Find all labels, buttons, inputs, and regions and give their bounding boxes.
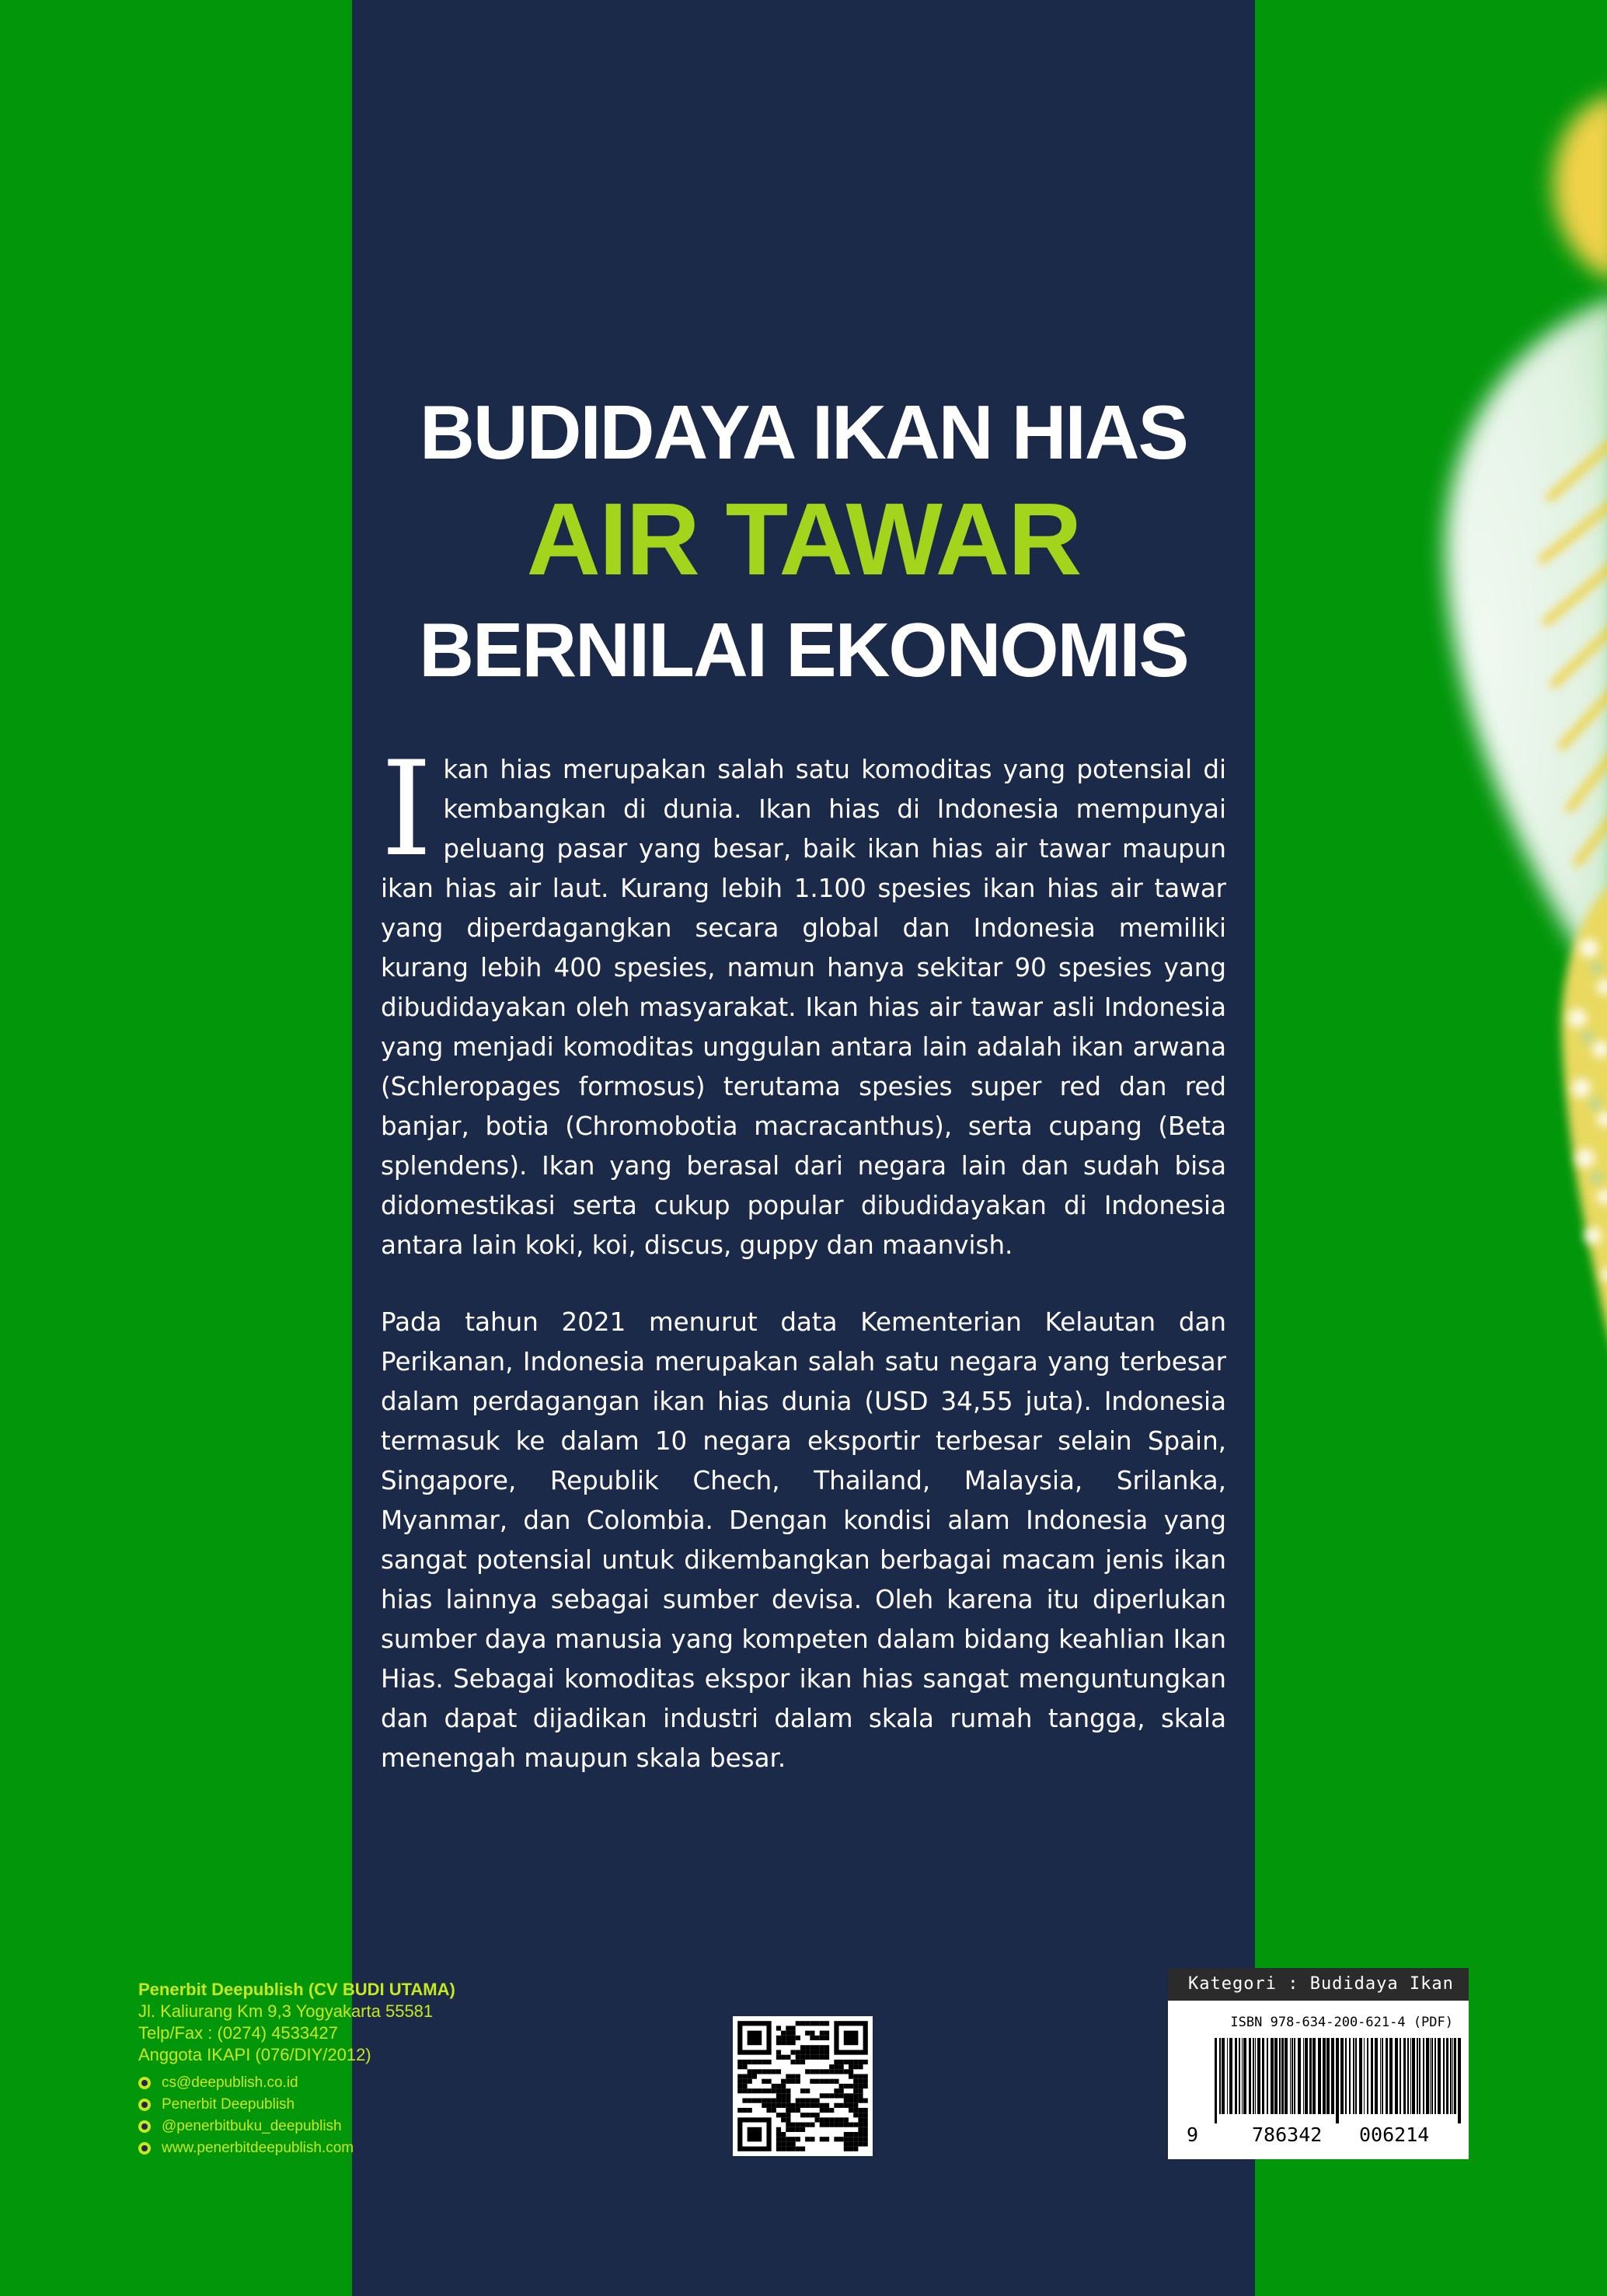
- fish-fin-illustration: [1255, 0, 1607, 2296]
- publisher-name: Penerbit Deepublish (CV BUDI UTAMA): [138, 1980, 455, 1999]
- category-label: Kategori : Budidaya Ikan: [1168, 1968, 1469, 2001]
- publisher-info: [138, 1978, 455, 2159]
- qr-code-image: [733, 2016, 873, 2156]
- blurb-paragraph-1-text: kan hias merupakan salah satu komoditas yang potensial di kembangkan di dunia. Ikan hias di Indonesia mempunyai peluang pasar yang besar, baik ikan hias air tawar maupun ikan hias air laut. Kurang lebih 1.100 spesies ikan hias air tawar yang diperdagangkan secara global dan Indonesia memiliki kurang lebih 400 spesies, namun hanya sekitar 90 spesies yang dibudidayakan oleh masyarakat. Ikan hias air tawar asli Indonesia yang menjadi komoditas unggulan antara lain adalah ikan arwana (Schleropages formosus) terutama spesies super red dan red banjar, botia (Chromobotia macracanthus), serta cupang (Beta splendens). Ikan yang berasal dari negara lain dan sudah bisa didomestikasi serta cukup popular dibudidayakan di Indonesia antara lain koki, koi, discus, guppy dan maanvish.: [381, 755, 1226, 1260]
- barcode-bars: [1215, 2038, 1463, 2123]
- facebook-icon: [138, 2099, 151, 2111]
- contact-website: [138, 2137, 455, 2159]
- publisher-address: Jl. Kaliurang Km 9,3 Yogyakarta 55581: [138, 2001, 434, 2021]
- contact-instagram-text: @penerbitbuku_deepublish: [162, 2118, 342, 2134]
- blurb-paragraph-1: [381, 733, 1226, 1265]
- email-icon: [138, 2077, 151, 2089]
- isbn-number: ISBN 978-634-200-621-4 (PDF): [1230, 2015, 1453, 2030]
- contact-facebook: [138, 2094, 455, 2116]
- barcode-digits-left: 786342: [1252, 2123, 1323, 2146]
- isbn-barcode-box: [1168, 1968, 1469, 2159]
- blurb-paragraph-2: Pada tahun 2021 menurut data Kementerian Kelautan dan Perikanan, Indonesia merupakan salah satu negara yang terbesar dalam perdagangan ikan hias dunia (USD 34,55 juta). Indonesia termasuk ke dalam 10 negara eksportir terbesar selain Spain, Singapore, Republik Chech, Thailand, Malaysia, Srilanka, Myanmar, dan Colombia. Dengan kondisi alam Indonesia yang sangat potensial untuk dikembangkan berbagai macam jenis ikan hias lainnya sebagai sumber devisa. Oleh karena itu diperlukan sumber daya manusia yang kompeten dalam bidang keahlian Ikan Hias. Sebagai komoditas ekspor ikan hias sangat menguntungkan dan dapat dijadikan industri dalam skala rumah tangga, skala menengah maupun skala besar.: [381, 1307, 1226, 1773]
- publisher-contacts: [138, 2072, 455, 2159]
- drop-cap: I: [381, 733, 433, 885]
- qr-code: [733, 2016, 873, 2156]
- title-line-1: BUDIDAYA IKAN HIAS: [420, 389, 1187, 475]
- title-line-2: AIR TAWAR: [526, 482, 1081, 596]
- contact-email-text: cs@deepublish.co.id: [162, 2074, 298, 2091]
- contact-website-text: www.penerbitdeepublish.com: [162, 2140, 354, 2156]
- contact-facebook-text: Penerbit Deepublish: [162, 2096, 295, 2113]
- publisher-phone: Telp/Fax : (0274) 4533427: [138, 2023, 338, 2043]
- instagram-icon: [138, 2120, 151, 2133]
- contact-instagram: [138, 2116, 455, 2137]
- contact-email: [138, 2072, 455, 2094]
- barcode-digit-first: 9: [1187, 2123, 1199, 2146]
- publisher-ikapi: Anggota IKAPI (076/DIY/2012): [138, 2045, 371, 2064]
- back-cover-blurb: [381, 733, 1226, 1816]
- web-icon: [138, 2142, 151, 2155]
- title-line-3: BERNILAI EKONOMIS: [419, 607, 1188, 693]
- barcode-digits-right: 006214: [1359, 2123, 1430, 2146]
